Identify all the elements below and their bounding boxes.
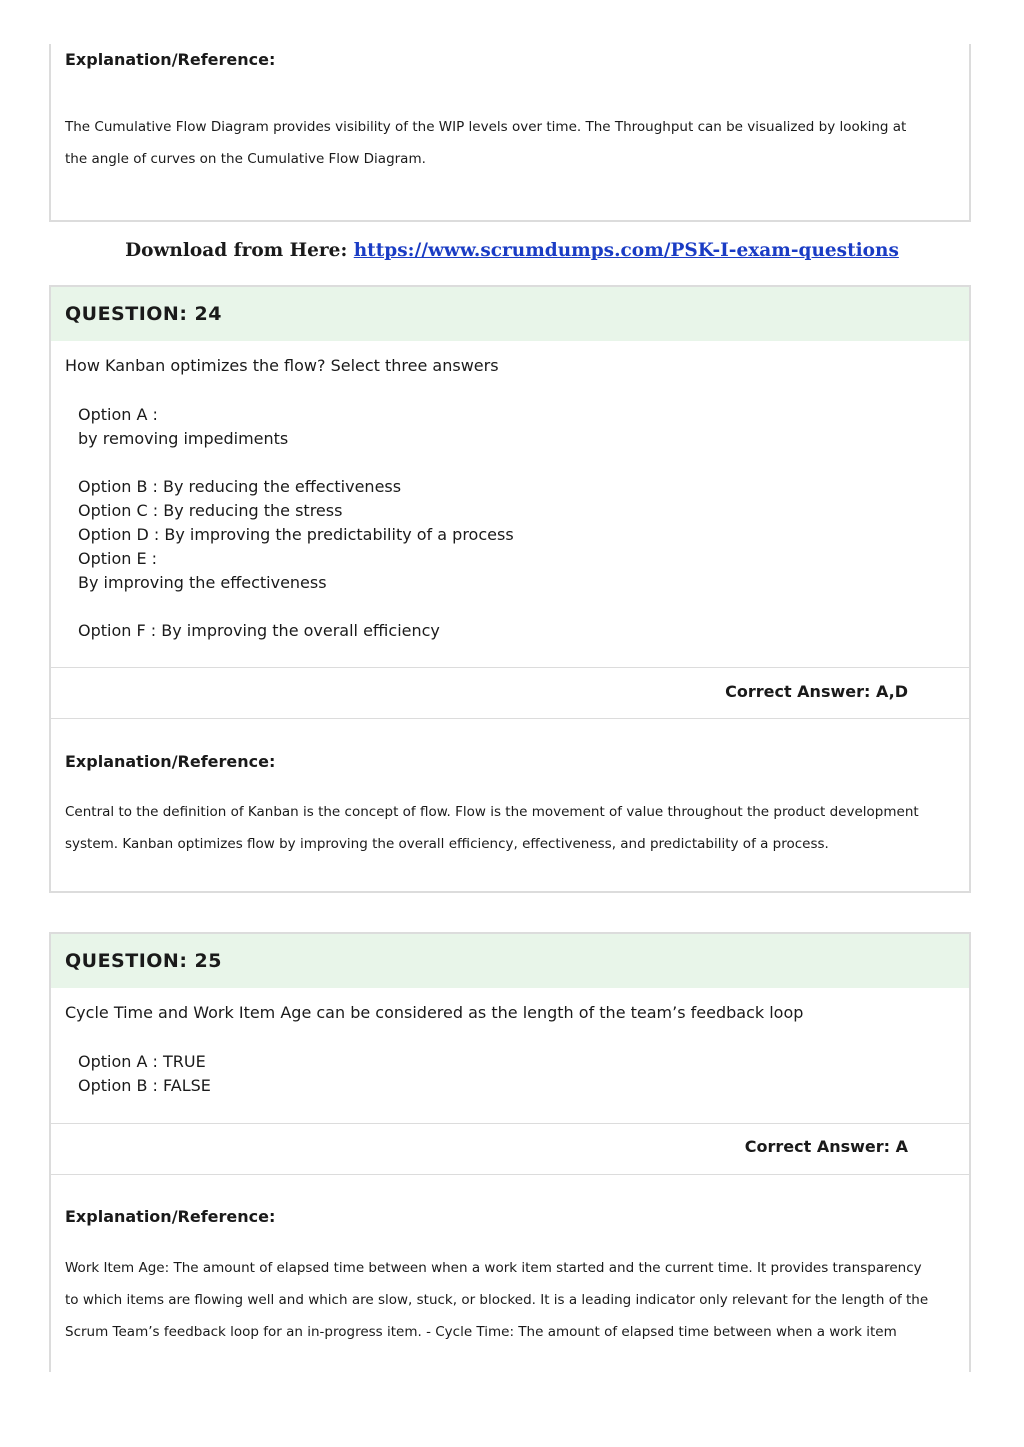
prev-explanation-title: Explanation/Reference:: [65, 50, 276, 69]
option-a-label: Option A :: [78, 405, 158, 424]
explanation-line: Work Item Age: The amount of elapsed time between when a work item started and the current time. It provides transparency: [65, 1260, 922, 1276]
prev-explanation-line: the angle of curves on the Cumulative Flow Diagram.: [65, 151, 426, 167]
divider: [51, 667, 969, 668]
prev-explanation-body: [51, 111, 969, 175]
question-25-stem: Cycle Time and Work Item Age can be considered as the length of the team’s feedback loop: [65, 1003, 804, 1022]
explanation-body: [51, 1252, 969, 1348]
download-link[interactable]: https://www.scrumdumps.com/PSK-I-exam-questions: [353, 240, 899, 261]
explanation-line: Central to the definition of Kanban is the concept of flow. Flow is the movement of value throughout the product development: [65, 804, 919, 820]
option-d: Option D : By improving the predictability of a process: [78, 525, 514, 544]
divider: [51, 718, 969, 719]
option-f: Option F : By improving the overall efficiency: [78, 621, 440, 640]
question-24-header: QUESTION: 24: [51, 287, 969, 341]
question-24-options: [51, 403, 969, 643]
question-24-stem: How Kanban optimizes the flow? Select three answers: [65, 356, 499, 375]
explanation-line: Scrum Team’s feedback loop for an in-progress item. - Cycle Time: The amount of elapsed time between when a work item: [65, 1324, 897, 1340]
prev-explanation-box: [49, 44, 971, 222]
download-label: Download from Here:: [125, 240, 348, 261]
option-a-text: by removing impediments: [78, 429, 289, 448]
explanation-body: [51, 796, 969, 860]
option-a: Option A : TRUE: [78, 1052, 206, 1071]
option-b: Option B : By reducing the effectiveness: [78, 477, 402, 496]
divider: [51, 1174, 969, 1175]
option-e-text: By improving the effectiveness: [78, 573, 327, 592]
question-25-header: QUESTION: 25: [51, 934, 969, 988]
question-25-options: [51, 1050, 969, 1098]
question-25-box: [49, 932, 971, 1372]
option-c: Option C : By reducing the stress: [78, 501, 343, 520]
correct-answer: Correct Answer: A,D: [725, 682, 908, 701]
explanation-line: to which items are flowing well and which are slow, stuck, or blocked. It is a leading indicator only relevant for the length of the: [65, 1292, 929, 1308]
correct-answer: Correct Answer: A: [744, 1137, 908, 1156]
option-e-label: Option E :: [78, 549, 158, 568]
divider: [51, 1123, 969, 1124]
prev-explanation-line: The Cumulative Flow Diagram provides visibility of the WIP levels over time. The Throughput can be visualized by looking at: [65, 119, 907, 135]
explanation-line: system. Kanban optimizes flow by improving the overall efficiency, effectiveness, and predictability of a process.: [65, 836, 829, 852]
question-24-box: [49, 285, 971, 893]
download-line: [0, 240, 1024, 261]
explanation-title: Explanation/Reference:: [65, 1207, 276, 1226]
option-b: Option B : FALSE: [78, 1076, 211, 1095]
explanation-title: Explanation/Reference:: [65, 752, 276, 771]
